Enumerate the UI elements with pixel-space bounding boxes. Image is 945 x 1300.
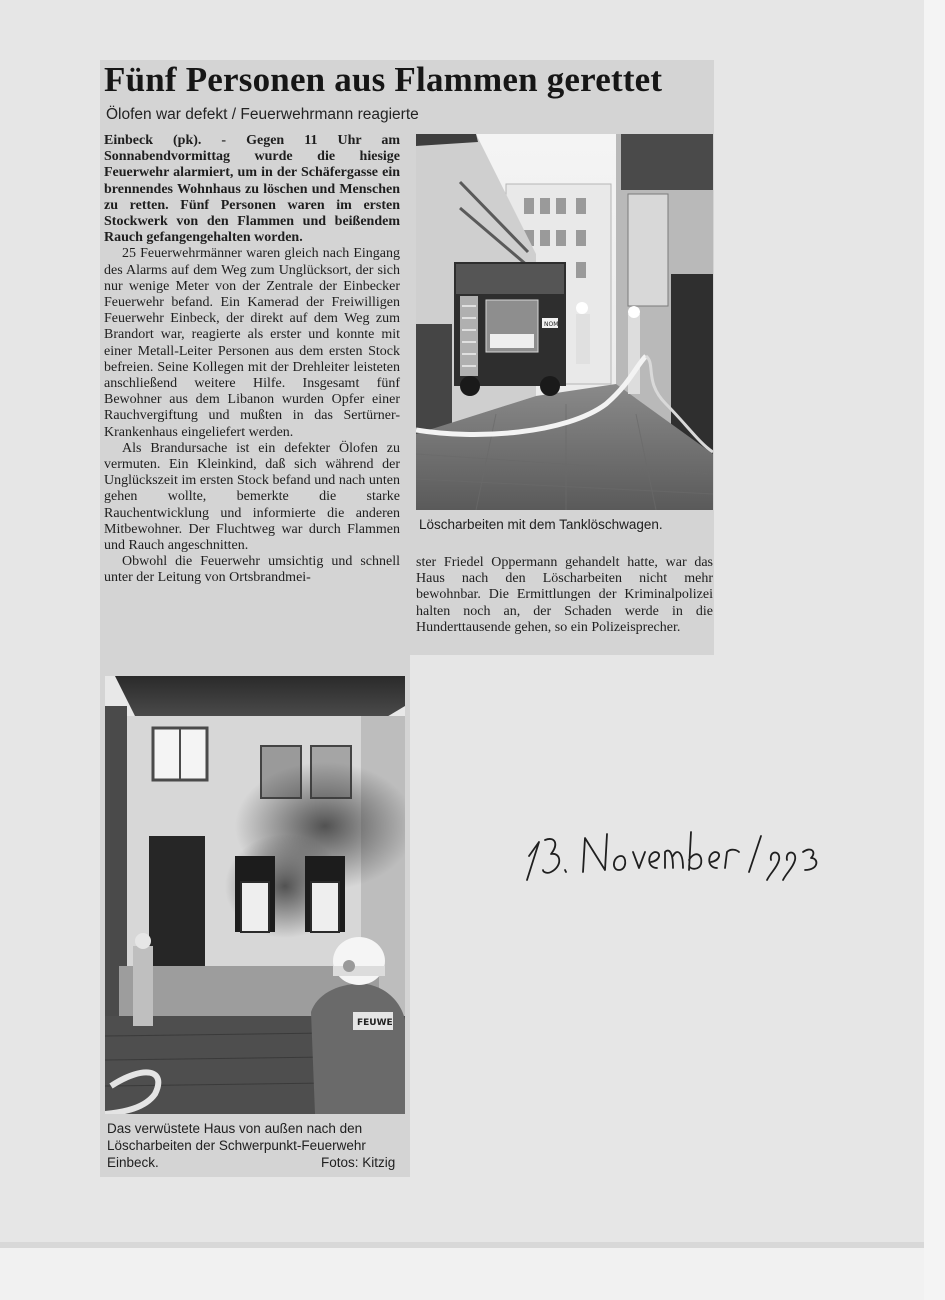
photo-burned-house <box>105 676 405 1114</box>
handwritten-date <box>525 822 825 886</box>
article-paragraph-continued: ster Friedel Oppermann gehandelt hatte, war das Haus nach den Löscharbeiten nicht mehr bewohnbar. Die Ermittlungen der Kriminalpolizei halten noch an, der Schaden werde in die Hunderttausende gehen, so ein Polizeisprecher. <box>416 555 713 635</box>
photo-2-caption: Das verwüstete Haus von außen nach den Löscharbeiten der Schwerpunkt-Feuerwehr Einbeck. <box>107 1121 366 1170</box>
photo-1-caption: Löscharbeiten mit dem Tanklöschwagen. <box>419 517 663 532</box>
scan-border-bottom <box>0 1248 924 1300</box>
photo-credit: Fotos: Kitzig <box>321 1155 396 1170</box>
article-paragraph: Obwohl die Feuerwehr umsichtig und schnell unter der Leitung von Ortsbrandmei- <box>104 554 400 586</box>
article-paragraph: 25 Feuerwehrmänner waren gleich nach Eingang des Alarms auf dem Weg zum Unglücksort, der sich nur wenige Meter von der Zentrale der Einbecker Feuerwehr befand. Ein Kamerad der Freiwilligen Feuerwehr Einbeck, der direkt auf dem Weg zum Brandort war, reagierte als erster und konnte mit einer Metall-Leiter Personen aus dem ersten Stock befreien. Seine Kollegen mit der Drehleiter leisteten anschließend weitere Hilfe. Insgesamt fünf Bewohner aus dem Libanon wurden Opfer einer Rauchvergiftung und mußten in das Sertürner-Krankenhaus eingeliefert werden. <box>104 246 400 440</box>
article-headline: Fünf Personen aus Flammen gerettet <box>104 60 663 99</box>
article-paragraph: Als Brandursache ist ein defekter Ölofen zu vermuten. Ein Kleinkind, daß sich während der Unglückszeit im ersten Stock befand und nach unten gehen wollte, bemerkte die starke Rauchentwicklung und informierte die anderen Mitbewohner. Der Fluchtweg war durch Flammen und Rauch angeschnitten. <box>104 440 400 554</box>
article-subheadline: Ölofen war defekt / Feuerwehrmann reagierte <box>106 106 419 123</box>
scan-border-right <box>924 0 945 1300</box>
photo-fire-truck <box>416 134 713 510</box>
article-lead: Einbeck (pk). - Gegen 11 Uhr am Sonnabendvormittag wurde die hiesige Feuerwehr alarmiert, um in der Schäfergasse ein brennendes Wohnhaus zu löschen und Menschen zu retten. Fünf Personen waren im ersten Stockwerk von den Flammen und beißendem Rauch gefangengehalten worden. <box>104 133 400 246</box>
jacket-lettering: FEUWE <box>357 1018 393 1028</box>
article-column-left <box>104 133 400 587</box>
vehicle-plate-text: NOM <box>544 321 559 328</box>
article-column-right <box>416 555 713 636</box>
